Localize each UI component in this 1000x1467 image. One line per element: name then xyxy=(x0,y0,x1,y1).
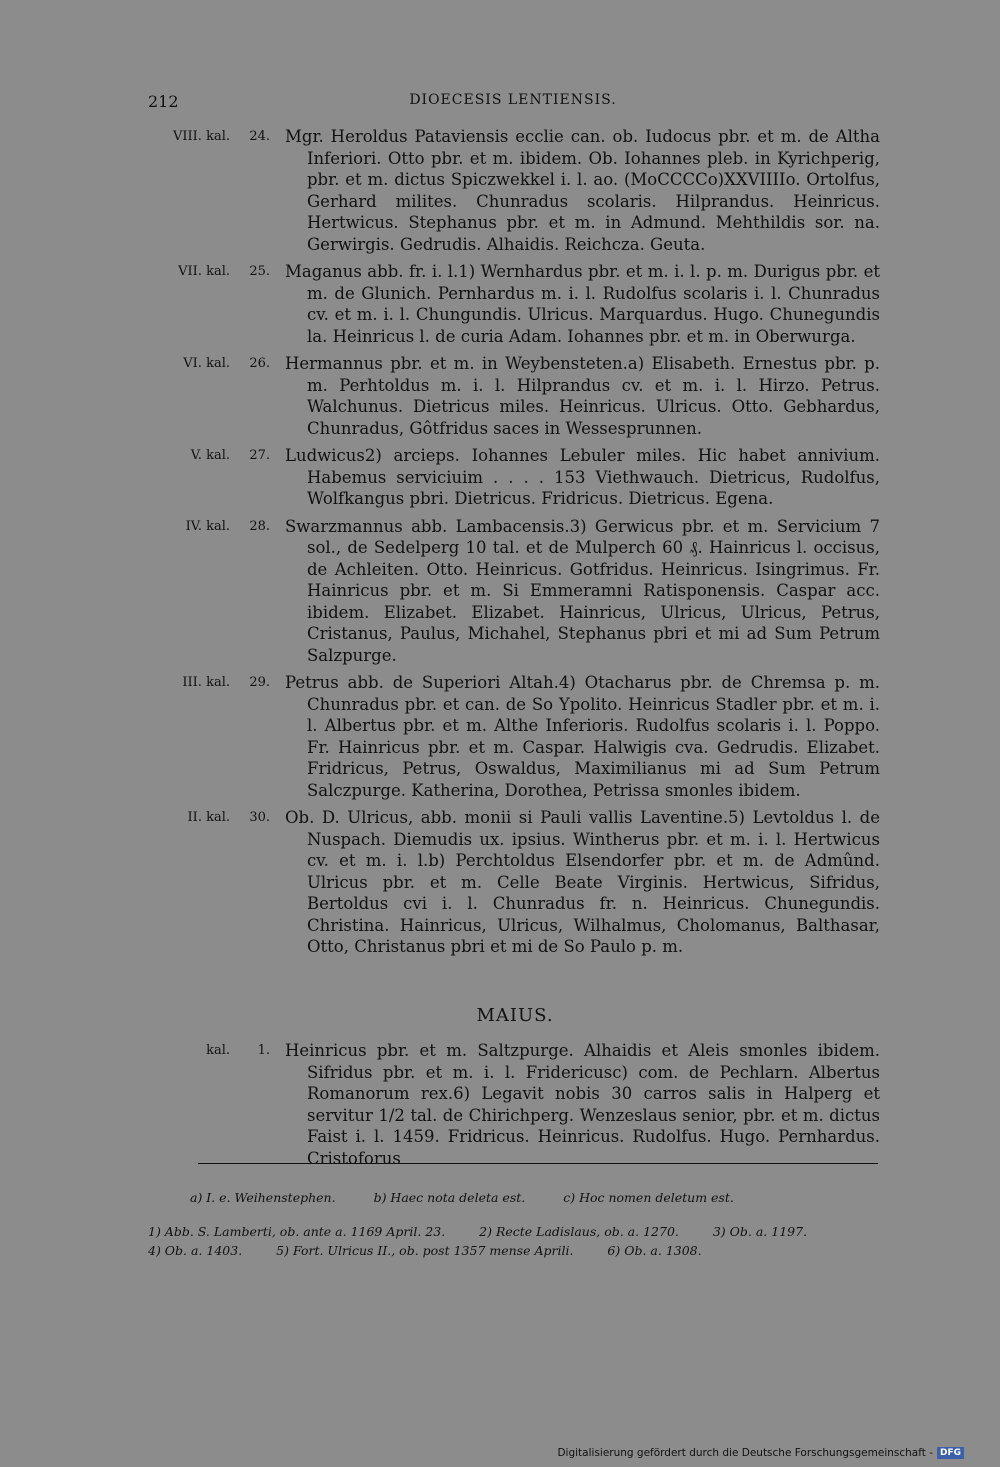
footnote: 4) Ob. a. 1403. xyxy=(148,1243,243,1258)
calendar-entry xyxy=(150,126,880,255)
footnote: 5) Fort. Ulricus II., ob. post 1357 mense Aprili. xyxy=(276,1243,574,1258)
entry-text: Ludwicus2) arcieps. Iohannes Lebuler miles. Hic habet annivium. Habemus serviciuim . . . . 153 Viethwauch. Dietricus, Rudolfus, Wolfkangus pbri. Dietricus. Fridricus. Dietricus. Egena. xyxy=(285,446,880,508)
footnote: 1) Abb. S. Lamberti, ob. ante a. 1169 April. 23. xyxy=(148,1224,446,1239)
footnote-divider xyxy=(198,1163,878,1164)
entry-day-number: 1. xyxy=(257,1043,270,1058)
dfg-logo-icon: DFG xyxy=(937,1447,964,1459)
entry-day-number: 27. xyxy=(249,448,270,463)
footnote: c) Hoc nomen deletum est. xyxy=(563,1190,734,1205)
entry-date: III. kal. xyxy=(182,675,230,690)
entry-date: V. kal. xyxy=(190,448,230,463)
footnote: 3) Ob. a. 1197. xyxy=(712,1224,808,1239)
entry-text: Hermannus pbr. et m. in Weybensteten.a) Elisabeth. Ernestus pbr. p. m. Perhtoldus m. i. l. Hilprandus cv. et m. i. l. Hirzo. Petrus. Walchunus. Dietricus miles. Heinricus. Ulricus. Otto. Gebhardus, Chunradus, Gôtfridus saces in Wessesprunnen. xyxy=(285,354,880,438)
footnote: b) Haec nota deleta est. xyxy=(373,1190,526,1205)
entry-day-number: 28. xyxy=(249,518,270,534)
entry-day-number: 25. xyxy=(249,264,270,279)
entry-date: kal. xyxy=(206,1043,230,1058)
entry-day-number: 26. xyxy=(249,356,270,371)
entry-text: Maganus abb. fr. i. l.1) Wernhardus pbr. et m. i. l. p. m. Durigus pbr. et m. de Glunich. Pernhardus m. i. l. Rudolfus scolaris i. l. Chunradus cv. et m. i. l. Chungundis. Ulricus. Marquardus. Hugo. Chunegundis la. Heinricus l. de curia Adam. Iohannes pbr. et m. in Oberwurga. xyxy=(285,262,880,346)
entry-text: Swarzmannus abb. Lambacensis.3) Gerwicus pbr. et m. Servicium 7 sol., de Sedelperg 10 tal. et de Mulperch 60 ₰. Hainricus l. occisus, de Achleiten. Otto. Heinricus. Gotfridus. Heinricus. Isingrimus. Fr. Hainricus pbr. et m. Si Emmeramni Ratisponensis. Caspar acc. ibidem. Elizabet. Elizabet. Hainricus, Ulricus, Ulricus, Petrus, Cristanus, Paulus, Michahel, Stephanus pbri et mi ad Sum Petrum Salzpurge. xyxy=(285,516,880,665)
letter-footnotes xyxy=(190,1190,880,1205)
running-head xyxy=(148,92,878,116)
entry-date: VII. kal. xyxy=(178,264,230,279)
section-title: MAIUS. xyxy=(476,1005,554,1026)
entry-text: Mgr. Heroldus Pataviensis ecclie can. ob. Iudocus pbr. et m. de Altha Inferiori. Otto pbr. et m. ibidem. Ob. Iohannes pleb. in Kyrichperig, pbr. et m. dictus Spiczwekkel i. l. ao. (MoCCCCo)XXVIIIIo. Ortolfus, Gerhard milites. Chunradus scolaris. Hilprandus. Heinricus. Hertwicus. Stephanus pbr. et m. in Admund. Mehthildis sor. na. Gerwirgis. Gedrudis. Alhaidis. Reichcza. Geuta. xyxy=(285,127,880,254)
page-number: 212 xyxy=(148,92,179,111)
calendar-entries xyxy=(150,126,880,964)
calendar-entry xyxy=(150,445,880,510)
entry-date: VIII. kal. xyxy=(173,129,230,144)
calendar-entry xyxy=(150,807,880,958)
entry-text: Petrus abb. de Superiori Altah.4) Otacharus pbr. de Chremsa p. m. Chunradus pbr. et can. de So Ypolito. Heinricus Stadler pbr. et m. i. l. Albertus pbr. et m. Althe Inferioris. Rudolfus scolaris i. l. Poppo. Fr. Hainricus pbr. et m. Caspar. Halwigis cva. Gedrudis. Elizabet. Fridricus, Petrus, Oswaldus, Maximilianus mi ad Sum Petrum Salczpurge. Katherina, Dorothea, Petrissa smonles ibidem. xyxy=(285,673,880,800)
entry-text: Heinricus pbr. et m. Saltzpurge. Alhaidis et Aleis smonles ibidem. Sifridus pbr. et m. i. l. Fridericusc) com. de Pechlarn. Albertus Romanorum rex.6) Legavit nobis 30 carros salis in Halperg et servitur 1/2 tal. de Chirichperg. Wenzeslaus senior, pbr. et m. dictus Faist i. l. 1459. Fridricus. Heinricus. Rudolfus. Hugo. Pernhardus. Cristoforus xyxy=(285,1041,880,1168)
entry-day-number: 30. xyxy=(249,810,270,825)
credit-text: Digitalisierung gefördert durch die Deutsche Forschungsgemeinschaft - xyxy=(557,1447,933,1459)
calendar-entry xyxy=(150,516,880,667)
calendar-entry xyxy=(150,672,880,801)
numbered-footnotes xyxy=(148,1222,880,1260)
calendar-entry xyxy=(150,261,880,347)
entry-date: VI. kal. xyxy=(183,356,230,371)
calendar-entry xyxy=(150,1040,880,1169)
footnote: 2) Recte Ladislaus, ob. a. 1270. xyxy=(479,1224,679,1239)
entry-date: II. kal. xyxy=(187,810,230,825)
entry-date: IV. kal. xyxy=(185,518,230,534)
digitization-credit xyxy=(557,1447,964,1459)
entry-day-number: 24. xyxy=(249,129,270,144)
footnote: 6) Ob. a. 1308. xyxy=(607,1243,702,1258)
running-title: DIOECESIS LENTIENSIS. xyxy=(409,92,617,108)
calendar-entry xyxy=(150,353,880,439)
entry-day-number: 29. xyxy=(249,675,270,690)
entry-text: Ob. D. Ulricus, abb. monii si Pauli vallis Laventine.5) Levtoldus l. de Nuspach. Diemudis ux. ipsius. Wintherus pbr. et m. i. l. Hertwicus cv. et m. i. l.b) Perchtoldus Elsendorfer pbr. et m. de Admûnd. Ulricus pbr. et m. Celle Beate Virginis. Hertwicus, Sifridus, Bertoldus cvi i. l. Chunradus fr. n. Heinricus. Chunegundis. Christina. Hainricus, Ulricus, Wilhalmus, Cholomanus, Balthasar, Otto, Christanus pbri et mi de So Paulo p. m. xyxy=(285,808,880,956)
footnote: a) I. e. Weihenstephen. xyxy=(190,1190,336,1205)
